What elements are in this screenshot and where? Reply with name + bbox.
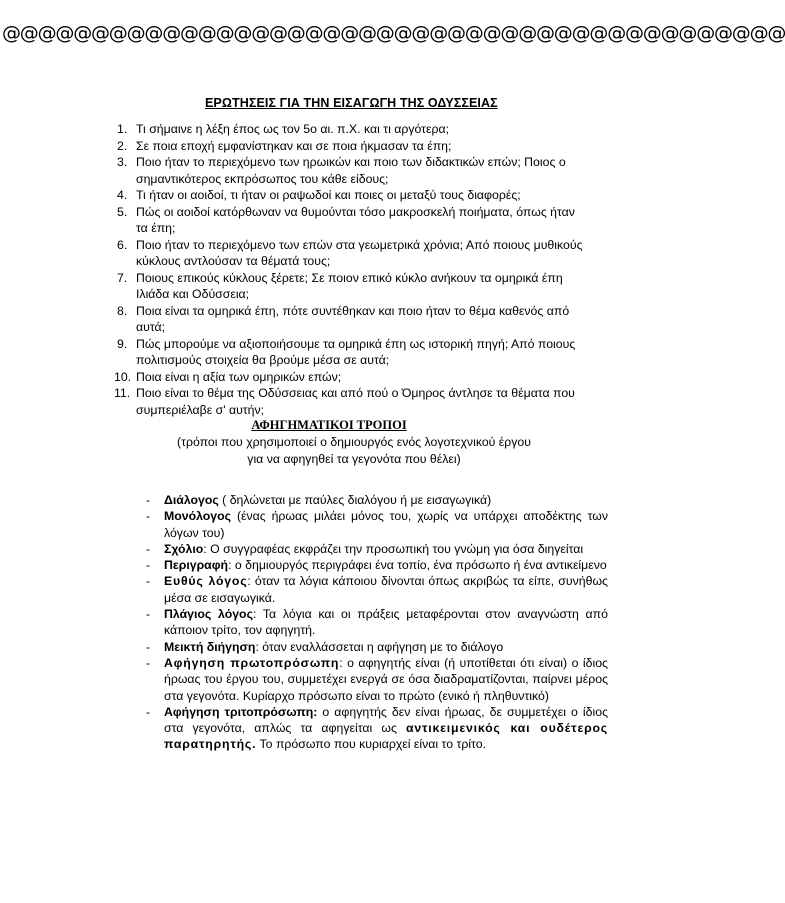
question-text: Ποιους επικούς κύκλους ξέρετε; Σε ποιον επικό κύκλο ανήκουν τα ομηρικά έπη (136, 270, 563, 285)
mode-term: Μονόλογος (164, 509, 232, 524)
question-text: συμπεριέλαβε σ' αυτήν; (136, 402, 265, 417)
mode-term: Αφήγηση τριτοπρόσωπη: (164, 704, 318, 719)
question-text: Σε ποια εποχή εμφανίστηκαν και σε ποια ήκμασαν τα έπη; (136, 138, 452, 153)
question-item (118, 204, 608, 237)
question-text: Τι σήμαινε η λέξη έπος ως τον 5ο αι. π.Χ. και τι αργότερα; (136, 122, 449, 136)
mode-term-emphasis: αντικειμενικός και ουδέτερος παρατηρητής. (164, 721, 608, 752)
question-item (114, 369, 608, 386)
bullet-dash: - (146, 607, 151, 622)
question-text: πολιτισμούς στοιχεία θα βρούμε μέσα σε αυτά; (136, 353, 390, 367)
mode-term: Αφήγηση πρωτοπρόσωπη (164, 655, 340, 670)
question-text: τα έπη; (136, 221, 176, 235)
question-number: 3. (117, 155, 128, 169)
question-text: Ποια είναι τα ομηρικά έπη, πότε συντέθηκαν και ποιο ήταν το θέμα καθενός από (136, 303, 570, 318)
question-text: αυτά; (136, 320, 166, 334)
mode-item (146, 492, 608, 508)
mode-desc: : Τα λόγια και οι πράξεις μεταφέρονται στον αναγνώστη από κάποιον τρίτο, τον αφηγητή. (164, 607, 608, 638)
question-list (114, 121, 608, 418)
mode-item (146, 508, 608, 541)
mode-desc: : όταν τα λόγια κάποιου δίνονται όπως ακριβώς τα είπε, συνήθως μέσα σε εισαγωγικά. (164, 574, 608, 605)
mode-item (146, 573, 608, 606)
mode-term: Σχόλιο (164, 541, 204, 556)
question-number: 7. (117, 270, 128, 285)
question-number: 2. (117, 138, 128, 153)
question-number: 10. (114, 369, 132, 384)
mode-item (146, 639, 608, 655)
question-item (118, 237, 608, 270)
mode-desc: : ο δημιουργός περιγράφει ένα τοπίο, ένα πρόσωπο ή ένα αντικείμενο (228, 558, 607, 573)
question-item (114, 385, 608, 418)
mode-term: Διάλογος (164, 493, 219, 507)
mode-desc: (ένας ήρωας μιλάει μόνος του, χωρίς να υπάρχει αποδέκτης των λόγων του) (164, 509, 608, 540)
question-item (118, 154, 608, 187)
question-number: 5. (117, 204, 128, 219)
mode-item (146, 541, 608, 557)
question-text: Ποια είναι η αξία των ομηρικών επών; (136, 369, 342, 384)
mode-desc: ( δηλώνεται με παύλες διαλόγου ή με εισαγωγικά) (218, 493, 492, 507)
narrative-modes-list (146, 492, 608, 753)
question-item (118, 336, 608, 369)
question-text: Πώς οι αοιδοί κατόρθωναν να θυμούνται τόσο μακροσκελή ποιήματα, όπως ήταν (136, 204, 575, 219)
question-text: Ιλιάδα και Οδύσσεια; (136, 287, 250, 301)
question-number: 11. (114, 386, 131, 400)
question-number: 6. (117, 237, 128, 252)
bullet-dash: - (146, 493, 151, 507)
mode-term: Πλάγιος λόγος (164, 607, 253, 622)
section-heading: ΑΦΗΓΗΜΑΤΙΚΟΙ ΤΡΟΠΟΙ (251, 418, 407, 432)
question-number: 4. (117, 188, 128, 202)
bullet-dash: - (146, 639, 151, 654)
mode-term: Μεικτή διήγηση (164, 639, 256, 654)
question-text: Ποιο είναι το θέμα της Οδύσσειας και από πού ο Όμηρος άντλησε τα θέματα που (136, 386, 575, 400)
bullet-dash: - (146, 574, 151, 589)
mode-term: Περιγραφή (164, 558, 229, 573)
bullet-dash: - (146, 704, 151, 719)
mode-desc: : Ο συγγραφέας εκφράζει την προσωπική του γνώμη για όσα διηγείται (203, 541, 584, 556)
subtitle-line: για να αφηγηθεί τα γεγονότα που θέλει) (247, 451, 461, 466)
subtitle-line: (τρόποι που χρησιμοποιεί ο δημιουργός ενός λογοτεχνικού έργου (177, 435, 531, 449)
page-title: ΕΡΩΤΗΣΕΙΣ ΓΙΑ ΤΗΝ ΕΙΣΑΓΩΓΗ ΤΗΣ ΟΔΥΣΣΕΙΑΣ (205, 96, 498, 110)
question-item (118, 270, 608, 303)
bullet-dash: - (146, 655, 151, 670)
question-item (118, 138, 608, 155)
bullet-dash: - (146, 558, 151, 573)
bullet-dash: - (146, 509, 151, 524)
question-number: 1. (117, 122, 128, 136)
decorative-border: @@@@@@@@@@@@@@@@@@@@@@@@@@@@@@@@@@@@@@@@@@@@ (2, 22, 785, 44)
question-text: Ποιο ήταν το περιεχόμενο των ηρωικών και ποιο των διδακτικών επών; Ποιος ο (136, 155, 566, 169)
mode-item (146, 606, 608, 639)
question-number: 9. (117, 336, 128, 351)
question-text: Ποιο ήταν το περιεχόμενο των επών στα γεωμετρικά χρόνια; Από ποιους μυθικούς (136, 237, 583, 252)
question-item (118, 121, 608, 138)
question-item (118, 303, 608, 336)
question-number: 8. (117, 303, 128, 318)
mode-desc: : όταν εναλλάσσεται η αφήγηση με το διάλογο (255, 639, 504, 654)
mode-term: Ευθύς λόγος (164, 574, 248, 589)
mode-desc: ο αφηγητής δεν είναι ήρωας, δε συμμετέχει ο ίδιος στα γεγονότα, απλώς τα αφηγείται ως (164, 704, 608, 736)
bullet-dash: - (146, 541, 151, 556)
question-text: σημαντικότερος εκπρόσωπος του κάθε είδους; (136, 171, 389, 186)
mode-desc: Το πρόσωπο που κυριαρχεί είναι το τρίτο. (256, 737, 486, 752)
question-text: Πώς μπορούμε να αξιοποιήσουμε τα ομηρικά έπη ως ιστορική πηγή; Από ποιους (136, 336, 576, 351)
question-text: κύκλους αντλούσαν τα θέματά τους; (136, 254, 331, 268)
mode-item (146, 704, 608, 753)
section-subtitle (150, 434, 558, 467)
question-text: Τι ήταν οι αοιδοί, τι ήταν οι ραψωδοί και ποιες οι μεταξύ τους διαφορές; (136, 188, 521, 202)
question-item (118, 187, 608, 204)
mode-item (146, 655, 608, 704)
mode-desc: : ο αφηγητής είναι (ή υποτίθεται ότι είναι) ο ίδιος ήρωας του έργου του, συμμετέχει ενεργά σε όσα διαδραματίζονται, παίρνει μέρος στα γεγονότα. Κυρίαρχο πρόσωπο είναι το πρώτο (ενικό ή πληθυντικό) (164, 655, 608, 703)
mode-item (146, 557, 608, 573)
